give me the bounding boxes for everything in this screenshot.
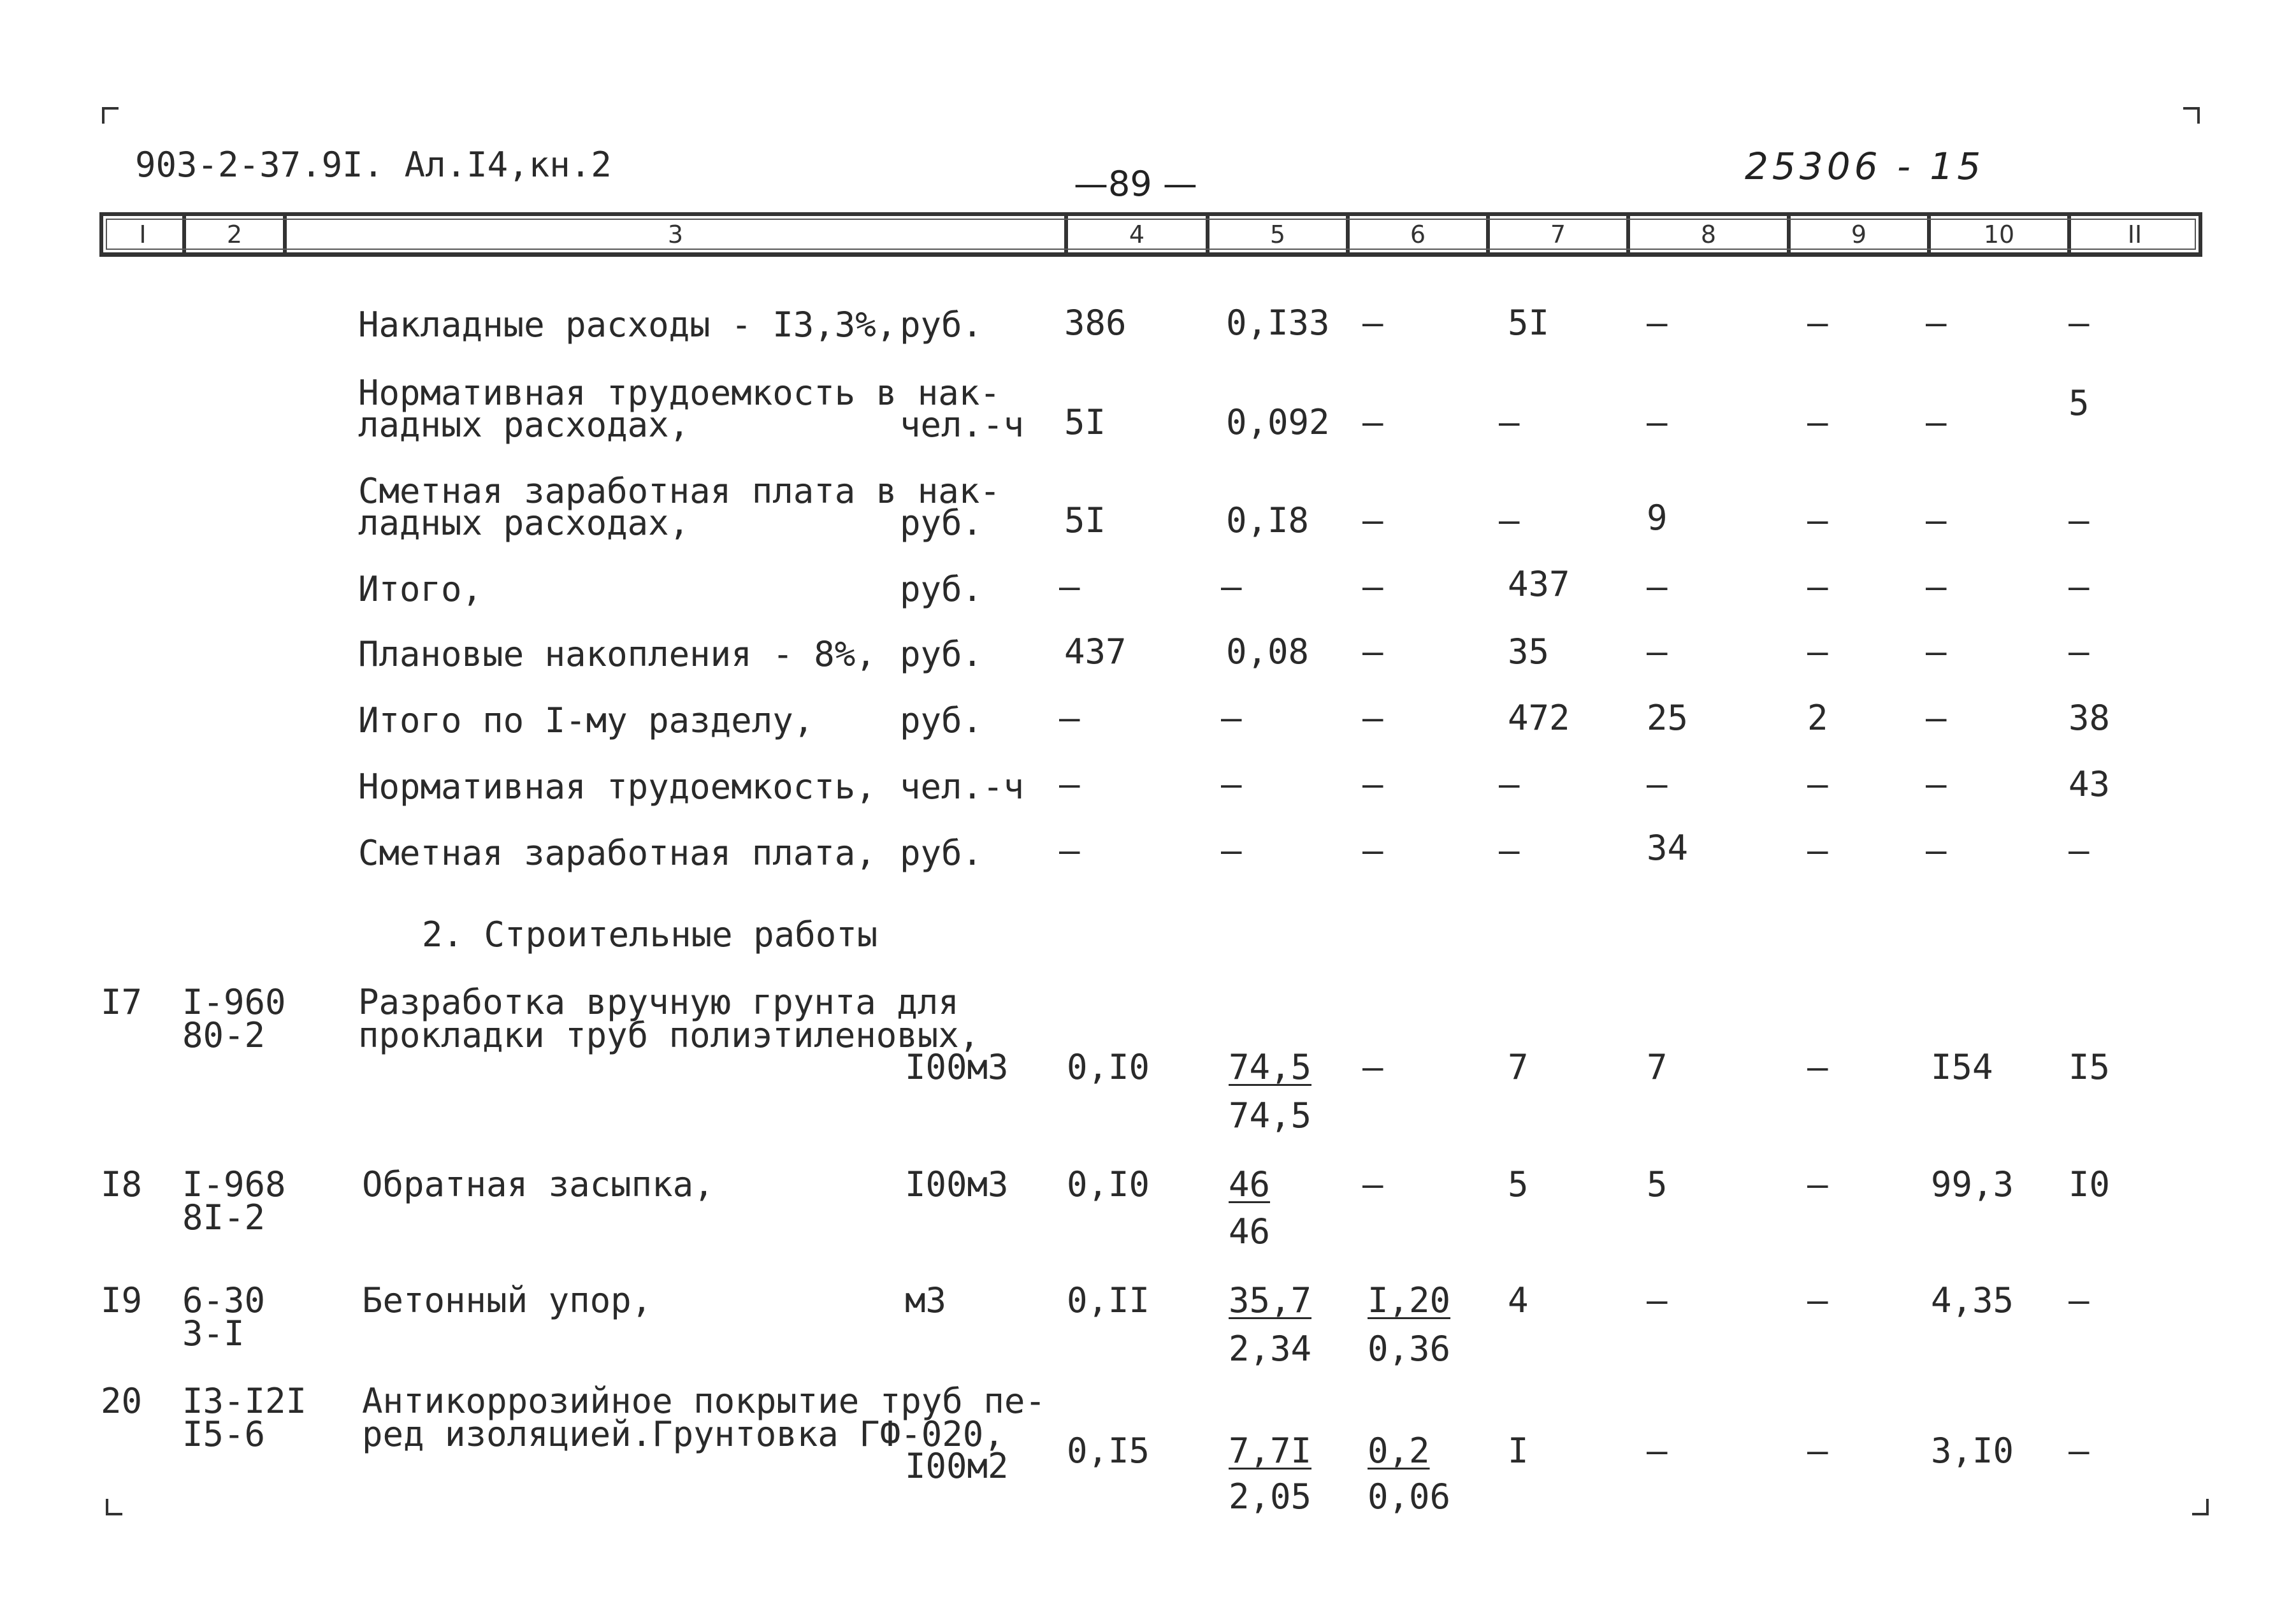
cell-col7: 472 <box>1508 698 1570 738</box>
cell-col7: 5I <box>1508 303 1550 343</box>
cell-col6: – <box>1362 567 1383 607</box>
cell-col6-denominator: 0,06 <box>1368 1477 1451 1517</box>
cell-col11: – <box>2069 303 2090 343</box>
item-number: 20 <box>101 1381 143 1421</box>
item-number: I9 <box>101 1280 143 1320</box>
corner-mark-bottom-left <box>106 1499 122 1515</box>
row-description: Нормативная трудоемкость, <box>358 767 876 807</box>
corner-mark-top-left <box>102 107 119 124</box>
cell-col5: 0,I8 <box>1226 500 1310 540</box>
cell-col10: 3,I0 <box>1931 1431 2014 1471</box>
cell-col7: – <box>1499 402 1520 442</box>
cell-col6-denominator: 0,36 <box>1368 1329 1451 1369</box>
corner-mark-top-right <box>2183 107 2200 124</box>
item-description: Бетонный упор, <box>362 1280 653 1320</box>
cell-col5: – <box>1221 764 1242 804</box>
row-description: Итого, <box>358 569 483 609</box>
cell-col9: – <box>1807 764 1828 804</box>
row-unit: руб. <box>900 833 983 873</box>
cell-col6: – <box>1362 1047 1383 1087</box>
row-description: Итого по I-му разделу, <box>358 700 814 740</box>
cell-col4: – <box>1059 830 1080 870</box>
item-number: I7 <box>101 982 143 1022</box>
cell-col6: – <box>1362 402 1383 442</box>
handwritten-archive-number: 25306 - 15 <box>1745 145 1985 188</box>
cell-col9: – <box>1807 567 1828 607</box>
cell-col6: – <box>1362 632 1383 672</box>
cell-col11: – <box>2069 830 2090 870</box>
cell-col7: 35 <box>1508 632 1550 672</box>
column-header-10: 10 <box>1983 220 2015 249</box>
row-unit: руб. <box>900 569 983 609</box>
row-description-cont: ладных расходах, <box>358 405 690 445</box>
cell-col5-denominator: 46 <box>1229 1211 1271 1252</box>
row-description-cont: ладных расходах, <box>358 503 690 543</box>
cell-col6: – <box>1362 303 1383 343</box>
column-header-7: 7 <box>1550 220 1566 249</box>
cell-col10: – <box>1926 632 1947 672</box>
cell-col4: – <box>1059 567 1080 607</box>
column-header-bar <box>99 212 2202 257</box>
cell-col9: – <box>1807 830 1828 870</box>
cell-col9: – <box>1807 632 1828 672</box>
cell-col10: 4,35 <box>1931 1280 2014 1320</box>
corner-mark-bottom-right <box>2192 1499 2209 1515</box>
item-description: Разработка вручную грунта для <box>358 982 959 1022</box>
row-description: Сметная заработная плата в нак- <box>358 471 1000 511</box>
cell-col7: – <box>1499 500 1520 540</box>
item-unit: I00м3 <box>905 1047 1009 1087</box>
cell-col5-numerator: 35,7 <box>1229 1280 1312 1320</box>
column-header-9: 9 <box>1851 220 1867 249</box>
cell-col4: – <box>1059 764 1080 804</box>
cell-col4: 0,II <box>1067 1280 1150 1320</box>
column-header-8: 8 <box>1700 220 1717 249</box>
cell-col5-numerator: 74,5 <box>1229 1047 1312 1087</box>
cell-col4: 5I <box>1064 500 1106 540</box>
cell-col5: 0,092 <box>1226 402 1330 442</box>
cell-col11: – <box>2069 1280 2090 1320</box>
cell-col6-numerator: I,20 <box>1368 1280 1451 1320</box>
cell-col5: – <box>1221 830 1242 870</box>
row-description: Сметная заработная плата, <box>358 833 876 873</box>
cell-col8: 25 <box>1647 698 1689 738</box>
cell-col4: 386 <box>1064 303 1127 343</box>
cell-col9: – <box>1807 1164 1828 1204</box>
column-header-4: 4 <box>1129 220 1145 249</box>
cell-col5: 0,I33 <box>1226 303 1330 343</box>
cell-col4: 0,I0 <box>1067 1047 1150 1087</box>
item-description-cont: ред изоляцией.Грунтовка ГФ-020, <box>362 1414 1004 1454</box>
cell-col8: – <box>1647 1280 1668 1320</box>
item-code: I-960 <box>182 982 286 1022</box>
cell-col8: – <box>1647 303 1668 343</box>
document-code: 903-2-37.9I. Ал.I4,кн.2 <box>135 145 612 185</box>
cell-col10: – <box>1926 303 1947 343</box>
cell-col7: 7 <box>1508 1047 1529 1087</box>
row-description: Нормативная трудоемкость в нак- <box>358 373 1000 413</box>
cell-col10: 99,3 <box>1931 1164 2014 1204</box>
cell-col9: – <box>1807 1431 1828 1471</box>
cell-col11: I0 <box>2069 1164 2111 1204</box>
cell-col5: – <box>1221 698 1242 738</box>
cell-col11: 38 <box>2069 698 2111 738</box>
cell-col8: 34 <box>1647 828 1689 868</box>
row-unit: руб. <box>900 305 983 345</box>
cell-col4: 0,I0 <box>1067 1164 1150 1204</box>
cell-col9: – <box>1807 1047 1828 1087</box>
cell-col5-denominator: 2,34 <box>1229 1329 1312 1369</box>
cell-col7: 437 <box>1508 564 1570 604</box>
column-header-5: 5 <box>1269 220 1286 249</box>
cell-col4: 437 <box>1064 632 1127 672</box>
cell-col11: – <box>2069 567 2090 607</box>
row-unit: руб. <box>900 503 983 543</box>
cell-col6: – <box>1362 830 1383 870</box>
cell-col9: – <box>1807 402 1828 442</box>
cell-col9: – <box>1807 1280 1828 1320</box>
column-header-2: 2 <box>226 220 243 249</box>
cell-col5-denominator: 2,05 <box>1229 1477 1312 1517</box>
column-header-11: II <box>2127 220 2142 249</box>
item-description: Обратная засыпка, <box>362 1164 714 1204</box>
cell-col9: – <box>1807 303 1828 343</box>
cell-col7: 5 <box>1508 1164 1529 1204</box>
cell-col8: – <box>1647 632 1668 672</box>
row-unit: руб. <box>900 700 983 740</box>
row-description: Плановые накопления - 8%, <box>358 634 876 674</box>
cell-col5: – <box>1221 567 1242 607</box>
section-title: 2. Строительные работы <box>422 914 878 955</box>
cell-col11: I5 <box>2069 1047 2111 1087</box>
cell-col4: – <box>1059 698 1080 738</box>
cell-col11: 5 <box>2069 383 2090 423</box>
page-number: —89 — <box>1074 164 1197 204</box>
cell-col10: – <box>1926 402 1947 442</box>
cell-col5-numerator: 7,7I <box>1229 1431 1312 1471</box>
row-unit: руб. <box>900 634 983 674</box>
item-description: Антикоррозийное покрытие труб пе- <box>362 1381 1046 1421</box>
cell-col6: – <box>1362 500 1383 540</box>
cell-col10: I54 <box>1931 1047 1993 1087</box>
cell-col7: – <box>1499 764 1520 804</box>
cell-col11: 43 <box>2069 764 2111 804</box>
row-description: Накладные расходы - I3,3%, <box>358 305 897 345</box>
cell-col11: – <box>2069 1431 2090 1471</box>
item-code-cont: I5-6 <box>182 1414 266 1454</box>
cell-col5: 0,08 <box>1226 632 1310 672</box>
item-code-cont: 8I-2 <box>182 1197 266 1238</box>
cell-col6: – <box>1362 698 1383 738</box>
row-unit: чел.-ч <box>900 767 1025 807</box>
cell-col10: – <box>1926 500 1947 540</box>
cell-col8: – <box>1647 1431 1668 1471</box>
column-header-1: I <box>139 220 147 249</box>
cell-col10: – <box>1926 764 1947 804</box>
cell-col7: I <box>1508 1431 1529 1471</box>
cell-col10: – <box>1926 567 1947 607</box>
cell-col7: – <box>1499 830 1520 870</box>
cell-col11: – <box>2069 500 2090 540</box>
cell-col8: – <box>1647 567 1668 607</box>
cell-col6-numerator: 0,2 <box>1368 1431 1430 1471</box>
cell-col9: 2 <box>1807 698 1828 738</box>
cell-col7: 4 <box>1508 1280 1529 1320</box>
cell-col5-numerator: 46 <box>1229 1164 1271 1204</box>
cell-col8: – <box>1647 402 1668 442</box>
cell-col6: – <box>1362 764 1383 804</box>
cell-col10: – <box>1926 698 1947 738</box>
cell-col5-denominator: 74,5 <box>1229 1095 1312 1136</box>
cell-col8: – <box>1647 764 1668 804</box>
cell-col10: – <box>1926 830 1947 870</box>
item-code-cont: 80-2 <box>182 1015 266 1055</box>
cell-col4: 0,I5 <box>1067 1431 1150 1471</box>
row-unit: чел.-ч <box>900 405 1025 445</box>
item-unit: I00м2 <box>905 1446 1009 1486</box>
cell-col6: – <box>1362 1164 1383 1204</box>
item-code-cont: 3-I <box>182 1313 245 1354</box>
item-description-cont: прокладки труб полиэтиленовых, <box>358 1015 980 1055</box>
cell-col8: 7 <box>1647 1047 1668 1087</box>
item-unit: I00м3 <box>905 1164 1009 1204</box>
item-unit: м3 <box>905 1280 947 1320</box>
cell-col8: 5 <box>1647 1164 1668 1204</box>
item-code: I-968 <box>182 1164 286 1204</box>
item-code: 6-30 <box>182 1280 266 1320</box>
item-number: I8 <box>101 1164 143 1204</box>
cell-col4: 5I <box>1064 402 1106 442</box>
column-header-3: 3 <box>667 220 684 249</box>
cell-col8: 9 <box>1647 498 1668 538</box>
item-code: I3-I2I <box>182 1381 307 1421</box>
cell-col11: – <box>2069 632 2090 672</box>
cell-col9: – <box>1807 500 1828 540</box>
column-header-6: 6 <box>1410 220 1426 249</box>
